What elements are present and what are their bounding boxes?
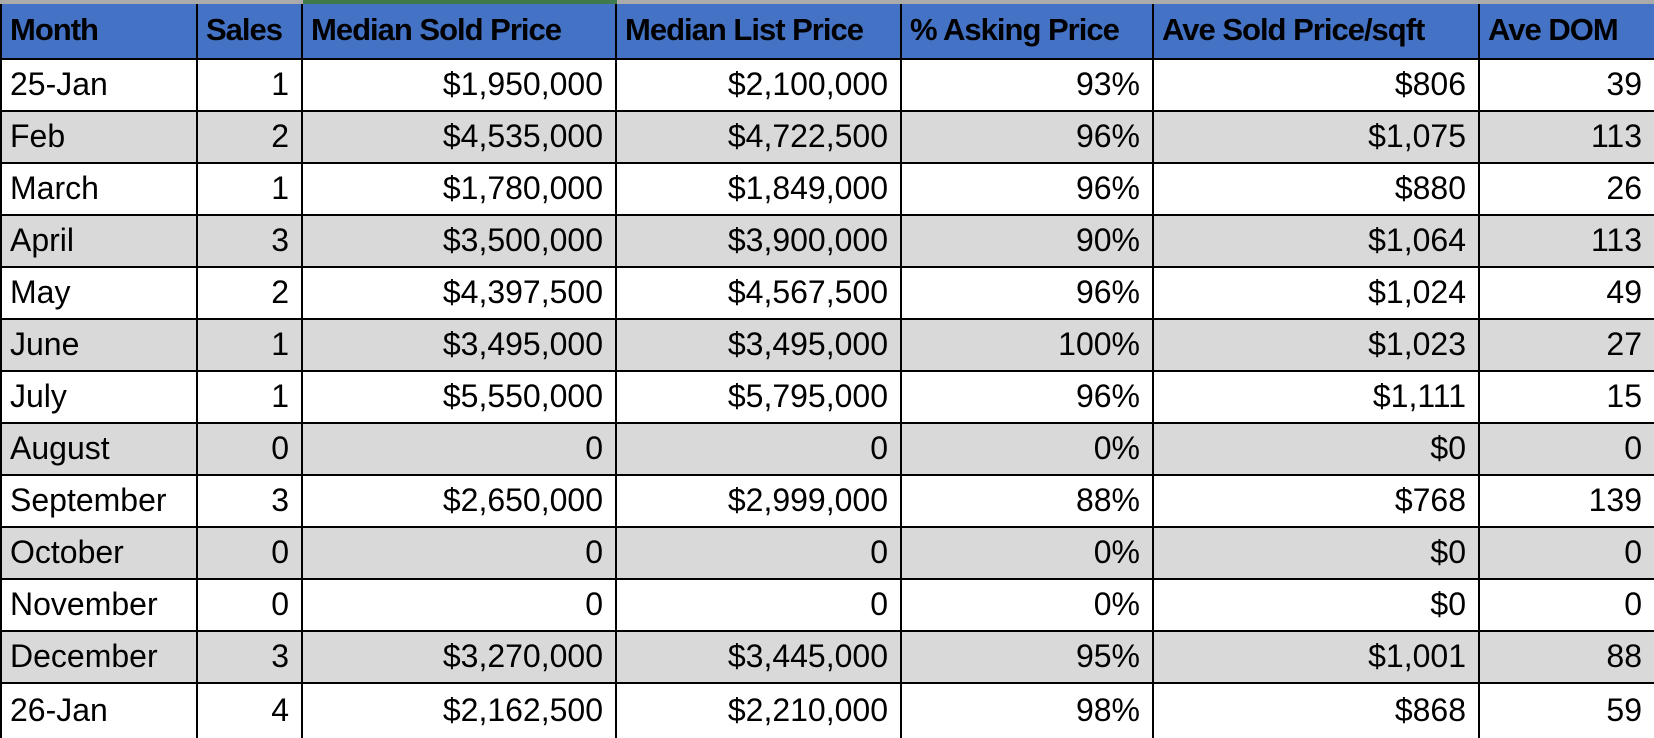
table-row xyxy=(1,475,1654,527)
cell-pct-asking-price[interactable]: 100% xyxy=(901,319,1153,371)
cell-median-list-price[interactable]: 0 xyxy=(616,527,901,579)
cell-ave-sold-price-sqft[interactable]: $1,024 xyxy=(1153,267,1479,319)
cell-ave-dom[interactable]: 27 xyxy=(1479,319,1654,371)
cell-sales[interactable]: 4 xyxy=(197,683,302,738)
cell-ave-dom[interactable]: 0 xyxy=(1479,423,1654,475)
cell-pct-asking-price[interactable]: 96% xyxy=(901,267,1153,319)
cell-median-sold-price[interactable]: 0 xyxy=(302,423,616,475)
cell-ave-sold-price-sqft[interactable]: $880 xyxy=(1153,163,1479,215)
table-row xyxy=(1,423,1654,475)
cell-sales[interactable]: 2 xyxy=(197,111,302,163)
cell-sales[interactable]: 3 xyxy=(197,631,302,683)
cell-median-list-price[interactable]: $5,795,000 xyxy=(616,371,901,423)
table-row xyxy=(1,163,1654,215)
cell-ave-sold-price-sqft[interactable]: $1,111 xyxy=(1153,371,1479,423)
cell-pct-asking-price[interactable]: 95% xyxy=(901,631,1153,683)
cell-median-sold-price[interactable]: $4,397,500 xyxy=(302,267,616,319)
cell-median-list-price[interactable]: $3,900,000 xyxy=(616,215,901,267)
cell-month[interactable]: August xyxy=(1,423,197,475)
cell-ave-dom[interactable]: 88 xyxy=(1479,631,1654,683)
table-row xyxy=(1,683,1654,738)
cell-month[interactable]: Feb xyxy=(1,111,197,163)
cell-median-sold-price[interactable]: 0 xyxy=(302,527,616,579)
table-row xyxy=(1,267,1654,319)
cell-pct-asking-price[interactable]: 96% xyxy=(901,111,1153,163)
cell-median-sold-price[interactable]: $1,950,000 xyxy=(302,59,616,111)
cell-sales[interactable]: 1 xyxy=(197,163,302,215)
cell-month[interactable]: September xyxy=(1,475,197,527)
cell-ave-dom[interactable]: 26 xyxy=(1479,163,1654,215)
cell-median-list-price[interactable]: 0 xyxy=(616,579,901,631)
cell-pct-asking-price[interactable]: 98% xyxy=(901,683,1153,738)
table-body xyxy=(1,59,1654,738)
cell-sales[interactable]: 0 xyxy=(197,579,302,631)
cell-pct-asking-price[interactable]: 0% xyxy=(901,579,1153,631)
table-row xyxy=(1,371,1654,423)
cell-median-list-price[interactable]: $3,495,000 xyxy=(616,319,901,371)
cell-ave-dom[interactable]: 113 xyxy=(1479,215,1654,267)
column-header-pct-asking-price[interactable]: % Asking Price xyxy=(901,2,1153,59)
table-row xyxy=(1,215,1654,267)
cell-month[interactable]: May xyxy=(1,267,197,319)
cell-ave-sold-price-sqft[interactable]: $1,064 xyxy=(1153,215,1479,267)
cell-month[interactable]: April xyxy=(1,215,197,267)
cell-median-list-price[interactable]: $4,722,500 xyxy=(616,111,901,163)
cell-month[interactable]: November xyxy=(1,579,197,631)
column-header-median-list-price[interactable]: Median List Price xyxy=(616,2,901,59)
cell-median-sold-price[interactable]: $3,270,000 xyxy=(302,631,616,683)
cell-median-list-price[interactable]: $2,100,000 xyxy=(616,59,901,111)
column-header-sales[interactable]: Sales xyxy=(197,2,302,59)
cell-median-sold-price[interactable]: $5,550,000 xyxy=(302,371,616,423)
table-row xyxy=(1,111,1654,163)
cell-pct-asking-price[interactable]: 96% xyxy=(901,371,1153,423)
cell-ave-dom[interactable]: 15 xyxy=(1479,371,1654,423)
cell-month[interactable]: July xyxy=(1,371,197,423)
column-header-ave-dom[interactable]: Ave DOM xyxy=(1479,2,1654,59)
cell-month[interactable]: October xyxy=(1,527,197,579)
cell-median-sold-price[interactable]: $2,162,500 xyxy=(302,683,616,738)
cell-pct-asking-price[interactable]: 90% xyxy=(901,215,1153,267)
column-header-median-sold-price[interactable]: Median Sold Price xyxy=(302,2,616,59)
cell-median-sold-price[interactable]: $2,650,000 xyxy=(302,475,616,527)
cell-ave-sold-price-sqft[interactable]: $806 xyxy=(1153,59,1479,111)
cell-pct-asking-price[interactable]: 88% xyxy=(901,475,1153,527)
cell-ave-sold-price-sqft[interactable]: $0 xyxy=(1153,527,1479,579)
cell-median-list-price[interactable]: $2,999,000 xyxy=(616,475,901,527)
cell-ave-sold-price-sqft[interactable]: $1,075 xyxy=(1153,111,1479,163)
cell-median-sold-price[interactable]: $3,500,000 xyxy=(302,215,616,267)
cell-ave-sold-price-sqft[interactable]: $868 xyxy=(1153,683,1479,738)
cell-sales[interactable]: 1 xyxy=(197,59,302,111)
cell-sales[interactable]: 3 xyxy=(197,215,302,267)
cell-median-sold-price[interactable]: $1,780,000 xyxy=(302,163,616,215)
table-row xyxy=(1,527,1654,579)
cell-pct-asking-price[interactable]: 0% xyxy=(901,423,1153,475)
cell-sales[interactable]: 1 xyxy=(197,371,302,423)
cell-ave-dom[interactable]: 39 xyxy=(1479,59,1654,111)
cell-month[interactable]: December xyxy=(1,631,197,683)
cell-sales[interactable]: 2 xyxy=(197,267,302,319)
cell-ave-dom[interactable]: 0 xyxy=(1479,527,1654,579)
cell-median-sold-price[interactable]: 0 xyxy=(302,579,616,631)
cell-pct-asking-price[interactable]: 96% xyxy=(901,163,1153,215)
header-row xyxy=(1,2,1654,59)
cell-median-sold-price[interactable]: $3,495,000 xyxy=(302,319,616,371)
cell-ave-sold-price-sqft[interactable]: $1,023 xyxy=(1153,319,1479,371)
cell-sales[interactable]: 0 xyxy=(197,527,302,579)
cell-month[interactable]: June xyxy=(1,319,197,371)
cell-ave-sold-price-sqft[interactable]: $0 xyxy=(1153,579,1479,631)
cell-ave-dom[interactable]: 49 xyxy=(1479,267,1654,319)
cell-ave-dom[interactable]: 0 xyxy=(1479,579,1654,631)
cell-ave-dom[interactable]: 113 xyxy=(1479,111,1654,163)
table-row xyxy=(1,579,1654,631)
cell-ave-sold-price-sqft[interactable]: $0 xyxy=(1153,423,1479,475)
cell-median-list-price[interactable]: $4,567,500 xyxy=(616,267,901,319)
cell-ave-sold-price-sqft[interactable]: $768 xyxy=(1153,475,1479,527)
cell-pct-asking-price[interactable]: 93% xyxy=(901,59,1153,111)
cell-median-sold-price[interactable]: $4,535,000 xyxy=(302,111,616,163)
cell-month[interactable]: 26-Jan xyxy=(1,683,197,738)
cell-sales[interactable]: 1 xyxy=(197,319,302,371)
cell-pct-asking-price[interactable]: 0% xyxy=(901,527,1153,579)
cell-sales[interactable]: 3 xyxy=(197,475,302,527)
cell-ave-dom[interactable]: 59 xyxy=(1479,683,1654,738)
cell-median-list-price[interactable]: $2,210,000 xyxy=(616,683,901,738)
cell-ave-dom[interactable]: 139 xyxy=(1479,475,1654,527)
table-row xyxy=(1,59,1654,111)
column-header-month[interactable]: Month xyxy=(1,2,197,59)
table-row xyxy=(1,319,1654,371)
column-header-ave-sold-price-sqft[interactable]: Ave Sold Price/sqft xyxy=(1153,2,1479,59)
cell-median-list-price[interactable]: $1,849,000 xyxy=(616,163,901,215)
cell-median-list-price[interactable]: 0 xyxy=(616,423,901,475)
cell-ave-sold-price-sqft[interactable]: $1,001 xyxy=(1153,631,1479,683)
cell-median-list-price[interactable]: $3,445,000 xyxy=(616,631,901,683)
cell-month[interactable]: March xyxy=(1,163,197,215)
cell-month[interactable]: 25-Jan xyxy=(1,59,197,111)
table-row xyxy=(1,631,1654,683)
cell-sales[interactable]: 0 xyxy=(197,423,302,475)
